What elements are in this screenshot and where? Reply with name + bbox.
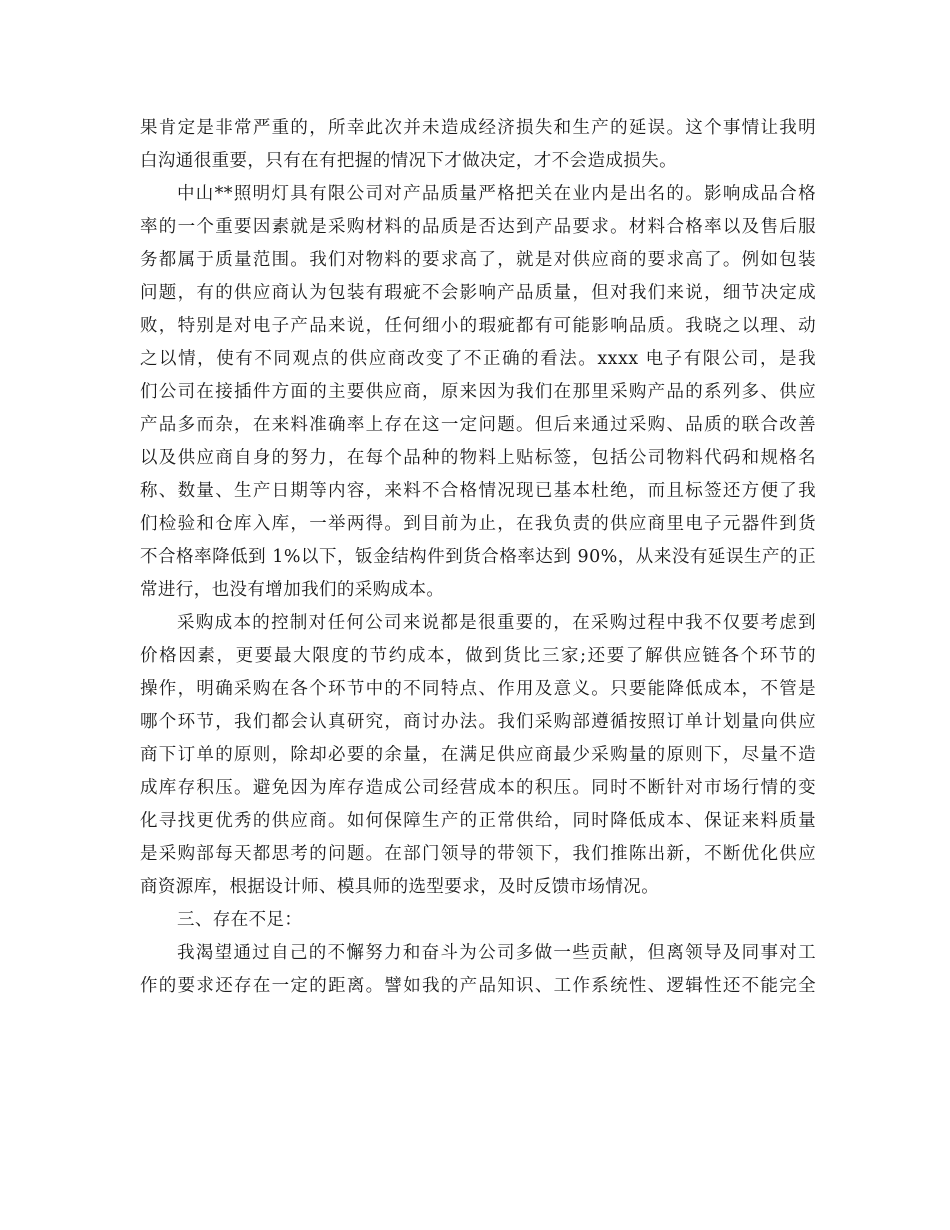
text-line: 务都属于质量范围。我们对物料的要求高了，就是对供应商的要求高了。例如包装 [140,250,816,270]
text-line: 们检验和仓库入库，一举两得。到目前为止，在我负责的供应商里电子元器件到货 [140,514,816,534]
document-body [140,112,816,1003]
paragraph [140,178,816,607]
paragraph [140,112,816,178]
text-line: 以及供应商自身的努力，在每个品种的物料上贴标签，包括公司物料代码和规格名 [140,448,816,468]
text-line: 们公司在接插件方面的主要供应商，原来因为我们在那里采购产品的系列多、供应 [140,382,816,402]
text-line: 中山**照明灯具有限公司对产品质量严格把关在业内是出名的。影响成品合格 [177,184,816,204]
text-line: 我渴望通过自己的不懈努力和奋斗为公司多做一些贡献，但离领导及同事对工 [177,943,816,963]
text-line: 是采购部每天都思考的问题。在部门领导的带领下，我们推陈出新，不断优化供应 [140,844,816,864]
text-line: 败，特别是对电子产品来说，任何细小的瑕疵都有可能影响品质。我晓之以理、动 [140,316,816,336]
text-line: 果肯定是非常严重的，所幸此次并未造成经济损失和生产的延误。这个事情让我明 [140,118,816,138]
text-line: 操作，明确采购在各个环节中的不同特点、作用及意义。只要能降低成本，不管是 [140,679,816,699]
text-line: 常进行，也没有增加我们的采购成本。 [140,580,445,600]
text-line: 商下订单的原则，除却必要的余量，在满足供应商最少采购量的原则下，尽量不造 [140,745,816,765]
text-line: 哪个环节，我们都会认真研究，商讨办法。我们采购部遵循按照订单计划量向供应 [140,712,816,732]
text-line: 之以情，使有不同观点的供应商改变了不正确的看法。xxxx 电子有限公司，是我 [140,349,816,369]
text-line: 产品多而杂，在来料准确率上存在这一定问题。但后来通过采购、品质的联合改善 [140,415,816,435]
text-line: 商资源库，根据设计师、模具师的选型要求，及时反馈市场情况。 [140,877,660,897]
text-line: 问题，有的供应商认为包装有瑕疵不会影响产品质量，但对我们来说，细节决定成 [140,283,816,303]
paragraph [140,937,816,1003]
text-line: 不合格率降低到 1%以下，钣金结构件到货合格率达到 90%，从来没有延误生产的正 [140,547,816,567]
section-heading [140,904,816,937]
text-line: 白沟通很重要，只有在有把握的情况下才做决定，才不会造成损失。 [140,151,677,171]
text-line: 率的一个重要因素就是采购材料的品质是否达到产品要求。材料合格率以及售后服 [140,217,816,237]
text-line: 成库存积压。避免因为库存造成公司经营成本的积压。同时不断针对市场行情的变 [140,778,816,798]
text-line: 价格因素，更要最大限度的节约成本，做到货比三家;还要了解供应链各个环节的 [140,646,816,666]
text-line: 采购成本的控制对任何公司来说都是很重要的，在采购过程中我不仅要考虑到 [177,613,816,633]
text-line: 称、数量、生产日期等内容，来料不合格情况现已基本杜绝，而且标签还方便了我 [140,481,816,501]
text-line: 三、存在不足： [177,910,303,930]
text-line: 化寻找更优秀的供应商。如何保障生产的正常供给，同时降低成本、保证来料质量 [140,811,816,831]
paragraph [140,607,816,904]
text-line: 作的要求还存在一定的距离。譬如我的产品知识、工作系统性、逻辑性还不能完全 [140,976,816,996]
